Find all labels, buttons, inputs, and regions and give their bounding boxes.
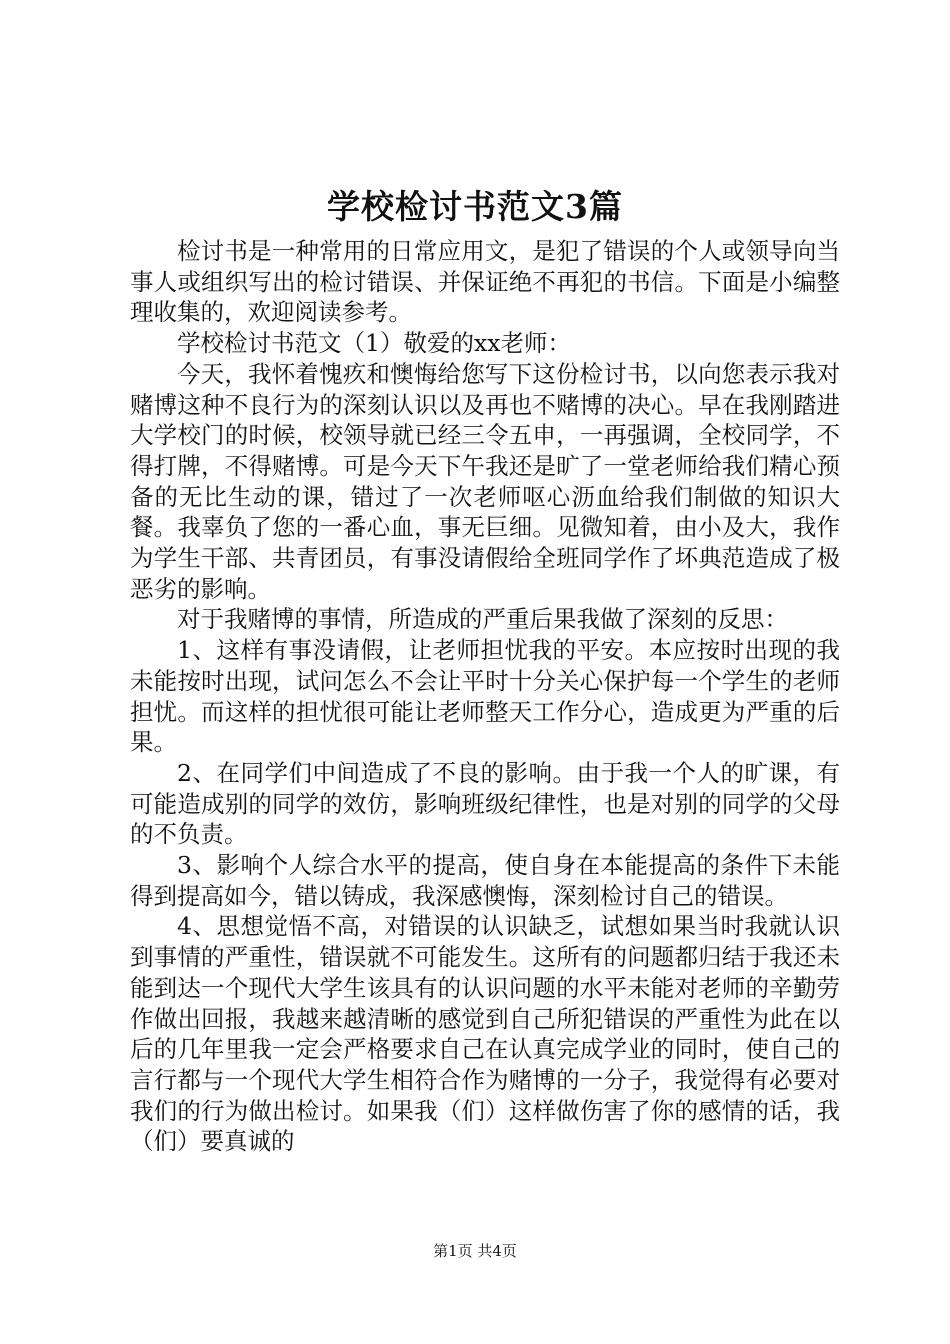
- point-3-paragraph: 3、影响个人综合水平的提高，使自身在本能提高的条件下未能得到提高如今，错以铸成，我深感懊悔，深刻检讨自己的错误。: [130, 851, 840, 910]
- sample-heading-paragraph: 学校检讨书范文（1）敬爱的xx老师：: [177, 329, 571, 358]
- page-number-footer: 第1页 共4页: [433, 1242, 517, 1260]
- body-paragraph: 今天，我怀着愧疚和懊悔给您写下这份检讨书，以向您表示我对赌博这种不良行为的深刻认识以及再也不赌博的决心。早在我刚踏进大学校门的时候，校领导就已经三令五申，一再强调，全校同学，不得打牌，不得赌博。可是今天下午我还是旷了一堂老师给我们精心预备的无比生动的课，错过了一次老师呕心沥血给我们制做的知识大餐。我辜负了您的一番心血，事无巨细。见微知着，由小及大，我作为学生干部、共青团员，有事没请假给全班同学作了坏典范造成了极恶劣的影响。: [130, 359, 840, 603]
- document-body: [130, 236, 840, 1157]
- intro-paragraph: 检讨书是一种常用的日常应用文，是犯了错误的个人或领导向当事人或组织写出的检讨错误、并保证绝不再犯的书信。下面是小编整理收集的，欢迎阅读参考。: [130, 237, 840, 327]
- point-2-paragraph: 2、在同学们中间造成了不良的影响。由于我一个人的旷课，有可能造成别的同学的效仿，影响班级纪律性，也是对别的同学的父母的不负责。: [130, 758, 840, 849]
- reflection-intro-paragraph: 对于我赌博的事情，所造成的严重后果我做了深刻的反思：: [177, 605, 788, 634]
- point-1-paragraph: 1、这样有事没请假，让老师担忧我的平安。本应按时出现的我未能按时出现，试问怎么不会让平时十分关心保护每一个学生的老师担忧。而这样的担忧很可能让老师整天工作分心，造成更为严重的后果。: [130, 636, 840, 757]
- document-title: 学校检讨书范文3篇: [327, 187, 623, 226]
- point-4-paragraph: 4、思想觉悟不高，对错误的认识缺乏，试想如果当时我就认识到事情的严重性，错误就不可能发生。这所有的问题都归结于我还未能到达一个现代大学生该具有的认识问题的水平未能对老师的辛勤劳作做出回报，我越来越清晰的感觉到自己所犯错误的严重性为此在以后的几年里我一定会严格要求自己在认真完成学业的同时，使自己的言行都与一个现代大学生相符合作为赌博的一分子，我觉得有必要对我们的行为做出检讨。如果我（们）这样做伤害了你的感情的话，我（们）要真诚的: [130, 912, 840, 1156]
